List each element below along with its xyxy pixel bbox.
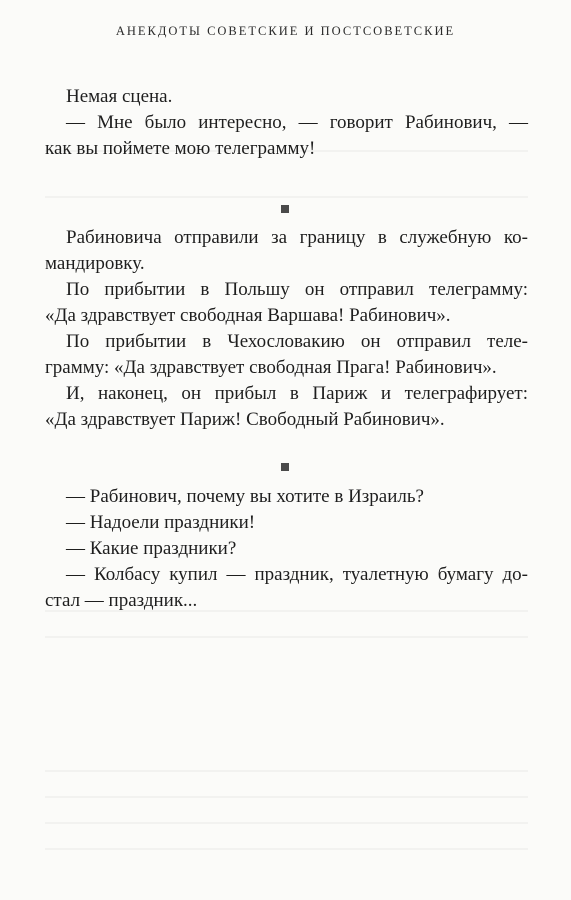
text-line: По прибытии в Чехословакию он отправил теле- — [66, 331, 528, 352]
show-through-mark — [45, 848, 528, 850]
show-through-mark — [45, 822, 528, 824]
joke-paris-telegram — [45, 225, 528, 433]
text-line: — Рабинович, почему вы хотите в Израиль? — [66, 486, 424, 507]
text-line: — Мне было интересно, — говорит Рабинович, — — [66, 112, 528, 133]
show-through-mark — [45, 196, 528, 198]
section-separator-square — [281, 463, 289, 471]
show-through-mark — [45, 796, 528, 798]
text-line: — Колбасу купил — праздник, туалетную бумагу до- — [66, 564, 528, 585]
text-line: «Да здравствует свободная Варшава! Рабинович». — [45, 305, 451, 326]
joke-ending-paragraph — [45, 84, 528, 162]
show-through-mark — [45, 636, 528, 638]
running-head: АНЕКДОТЫ СОВЕТСКИЕ И ПОСТСОВЕТСКИЕ — [115, 24, 456, 38]
text-line: — Какие праздники? — [66, 538, 237, 559]
text-line: По прибытии в Польшу он отправил телеграмму: — [66, 279, 528, 300]
text-line: Немая сцена. — [66, 86, 173, 107]
section-separator-square — [281, 205, 289, 213]
text-line: И, наконец, он прибыл в Париж и телеграфирует: — [66, 383, 528, 404]
text-line: мандировку. — [45, 253, 145, 274]
text-line: грамму: «Да здравствует свободная Прага! Рабинович». — [45, 357, 497, 378]
text-line: «Да здравствует Париж! Свободный Рабинович». — [45, 409, 445, 430]
show-through-mark — [45, 770, 528, 772]
text-line: — Надоели праздники! — [66, 512, 256, 533]
text-line: стал — праздник... — [45, 590, 198, 611]
text-line: Рабиновича отправили за границу в служебную ко- — [66, 227, 528, 248]
text-line: как вы поймете мою телеграмму! — [45, 138, 316, 159]
joke-holidays — [45, 484, 528, 614]
